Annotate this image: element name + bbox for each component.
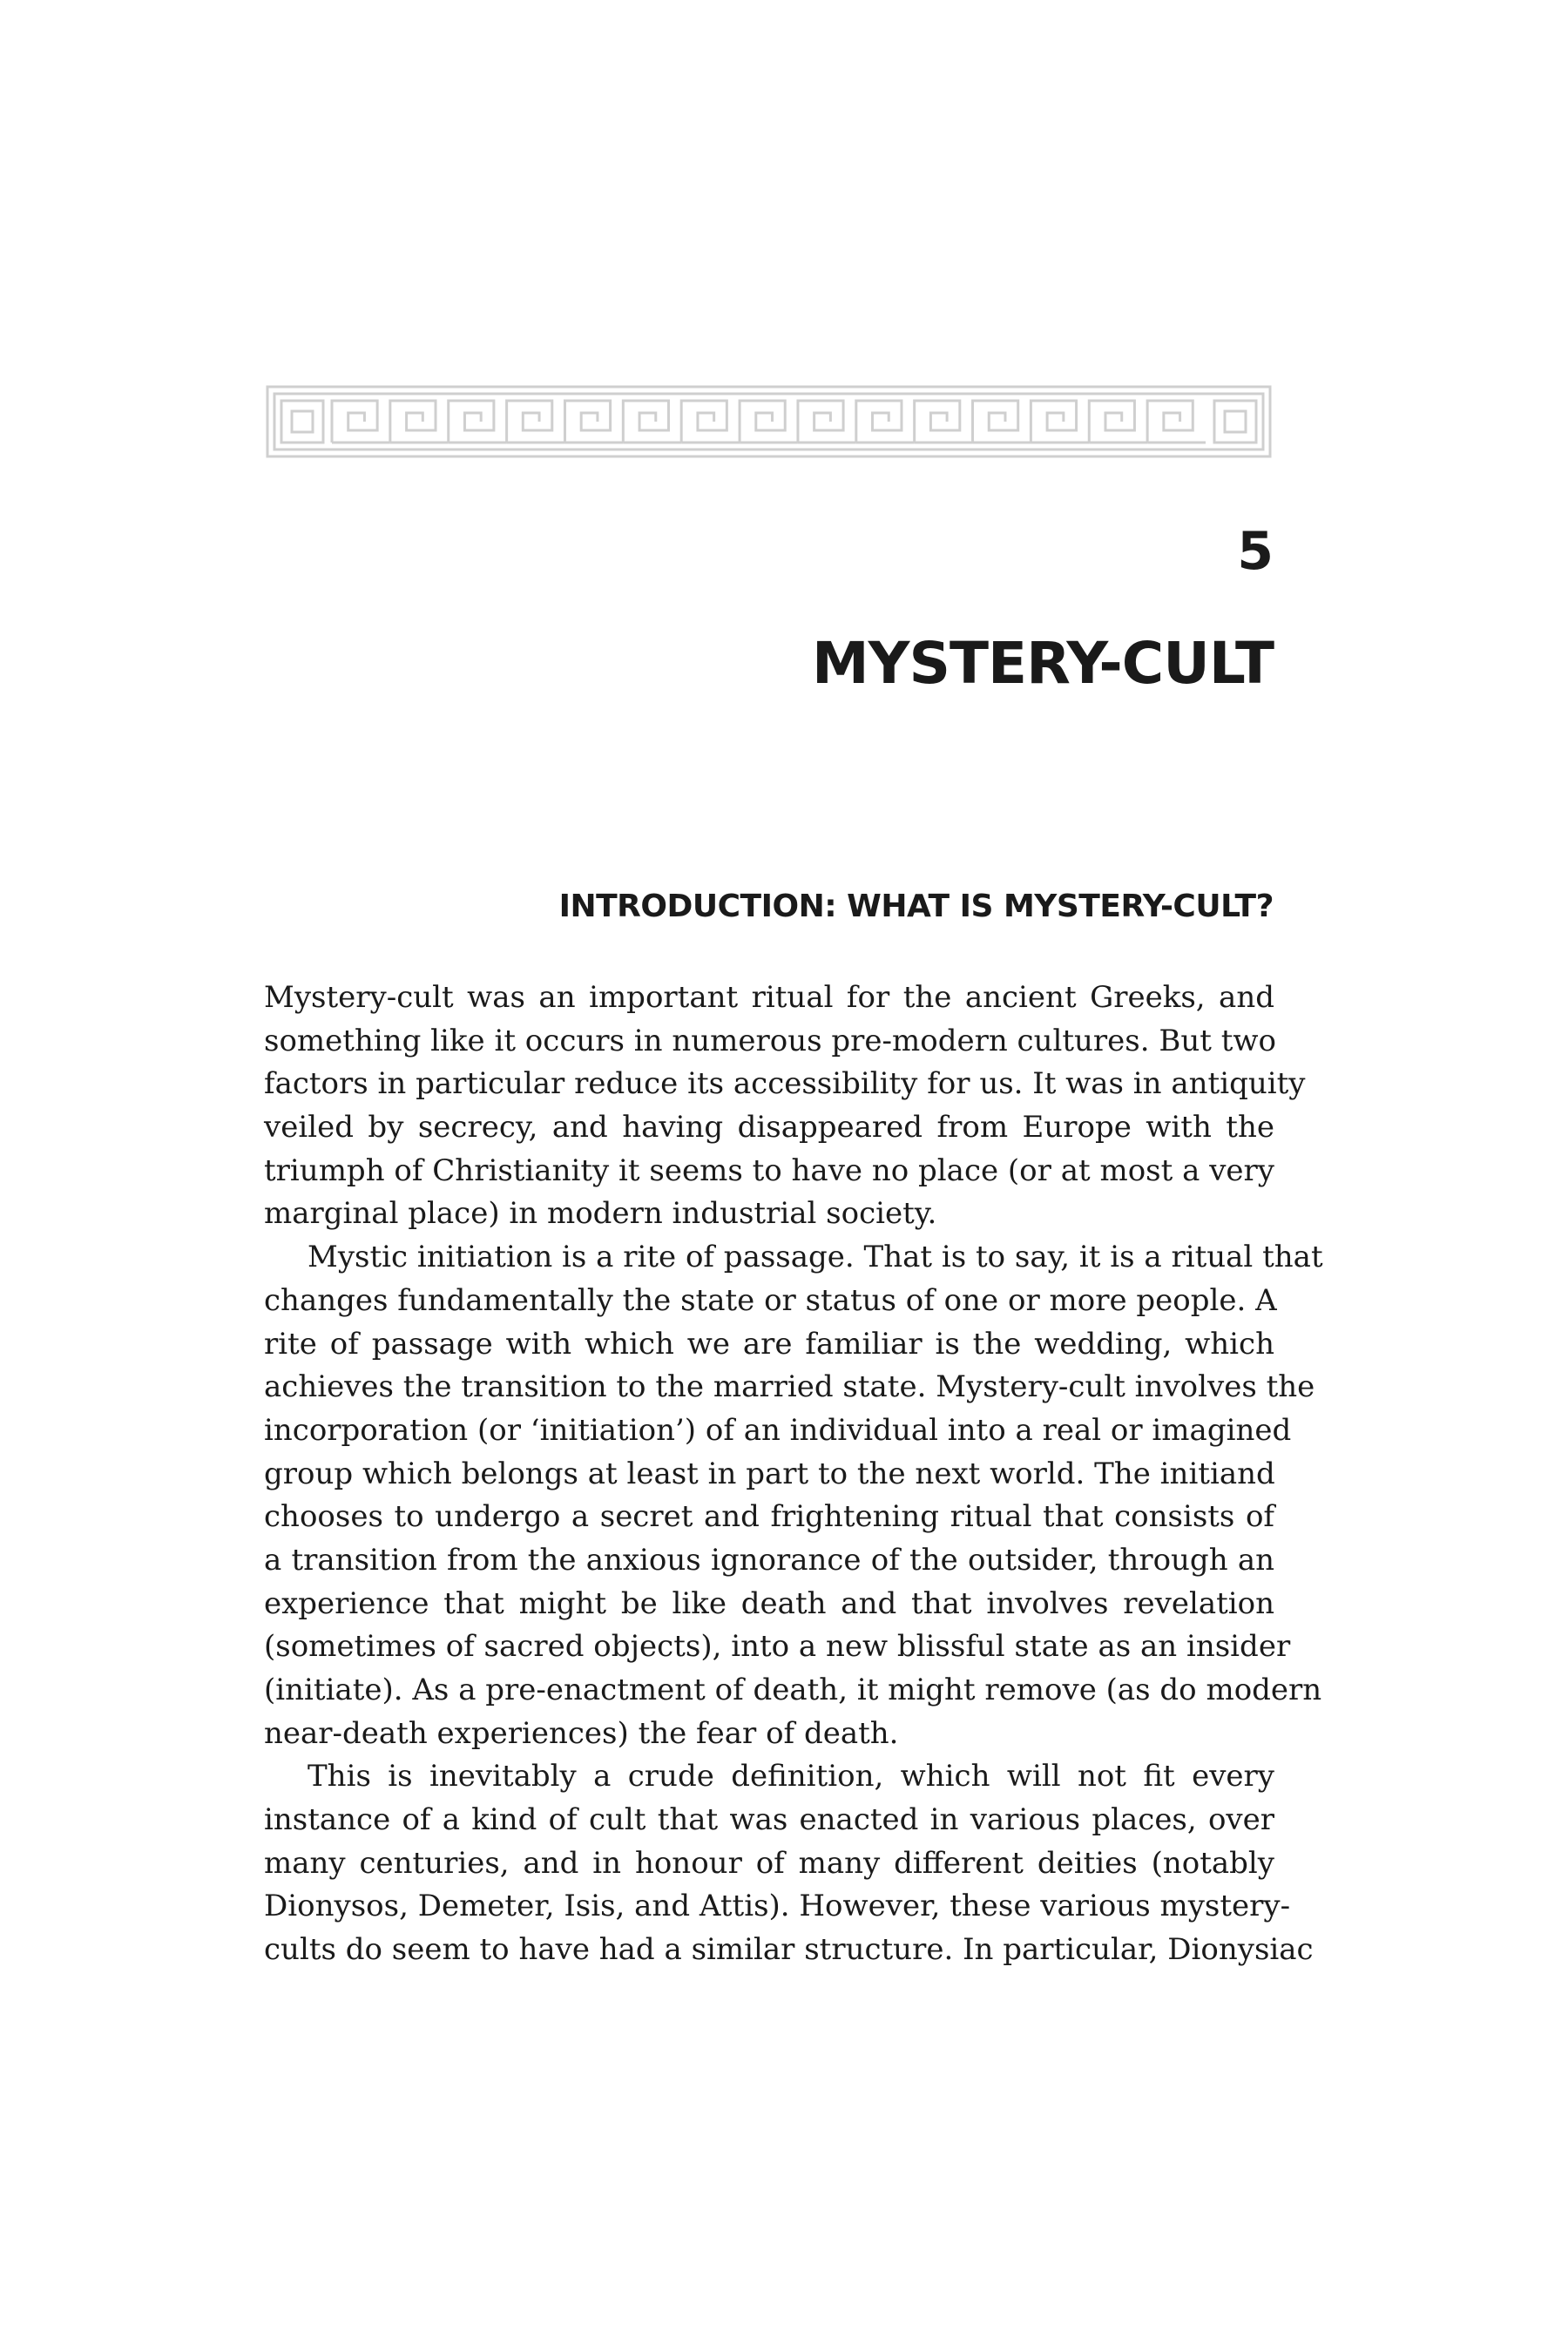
text-line: marginal place) in modern industrial society. (264, 1196, 937, 1232)
text-line: many centuries, and in honour of many different deities (notably (264, 1845, 1274, 1881)
text-line: veiled by secrecy, and having disappeared from Europe with the (264, 1110, 1274, 1146)
paragraph (264, 977, 1306, 1236)
text-line: triumph of Christianity it seems to have no place (or at most a very (264, 1152, 1274, 1188)
text-line: rite of passage with which we are familiar is the wedding, which (264, 1326, 1274, 1362)
text-line: Mystic initiation is a rite of passage. That is to say, it is a ritual that (308, 1240, 1323, 1275)
text-line: Dionysos, Demeter, Isis, and Attis). However, these various mystery- (264, 1889, 1291, 1924)
text-line: experience that might be like death and that involves revelation (264, 1585, 1274, 1621)
paragraph (264, 1755, 1314, 1971)
text-line: achieves the transition to the married state. Mystery-cult involves the (264, 1369, 1315, 1405)
text-line: a transition from the anxious ignorance of the outsider, through an (264, 1542, 1274, 1578)
text-line: factors in particular reduce its accessibility for us. It was in antiquity (264, 1066, 1306, 1102)
text-line: instance of a kind of cult that was enacted in various places, over (264, 1802, 1274, 1838)
text-line: something like it occurs in numerous pre-modern cultures. But two (264, 1023, 1276, 1058)
text-line: (initiate). As a pre-enactment of death, it might remove (as do modern (264, 1673, 1322, 1707)
body-text (264, 977, 1323, 1972)
text-line: cults do seem to have had a similar structure. In particular, Dionysiac (264, 1932, 1314, 1968)
text-line: changes fundamentally the state or status of one or more people. A (264, 1282, 1277, 1318)
text-line: This is inevitably a crude definition, which will not fit every (308, 1759, 1274, 1794)
text-line: near-death experiences) the fear of death. (264, 1715, 899, 1751)
paragraph (264, 1236, 1323, 1755)
chapter-title: MYSTERY-CULT (812, 630, 1274, 697)
text-line: incorporation (or ‘initiation’) of an individual into a real or imagined (264, 1412, 1292, 1448)
section-heading: INTRODUCTION: WHAT IS MYSTERY-CULT? (558, 889, 1274, 924)
greek-key-border (266, 385, 1272, 458)
text-line: (sometimes of sacred objects), into a new blissful state as an insider (264, 1629, 1291, 1665)
chapter-number: 5 (1237, 521, 1274, 582)
text-line: group which belongs at least in part to the next world. The initiand (264, 1456, 1275, 1491)
text-line: chooses to undergo a secret and frightening ritual that consists of (264, 1499, 1274, 1535)
text-line: Mystery-cult was an important ritual for the ancient Greeks, and (264, 980, 1274, 1015)
